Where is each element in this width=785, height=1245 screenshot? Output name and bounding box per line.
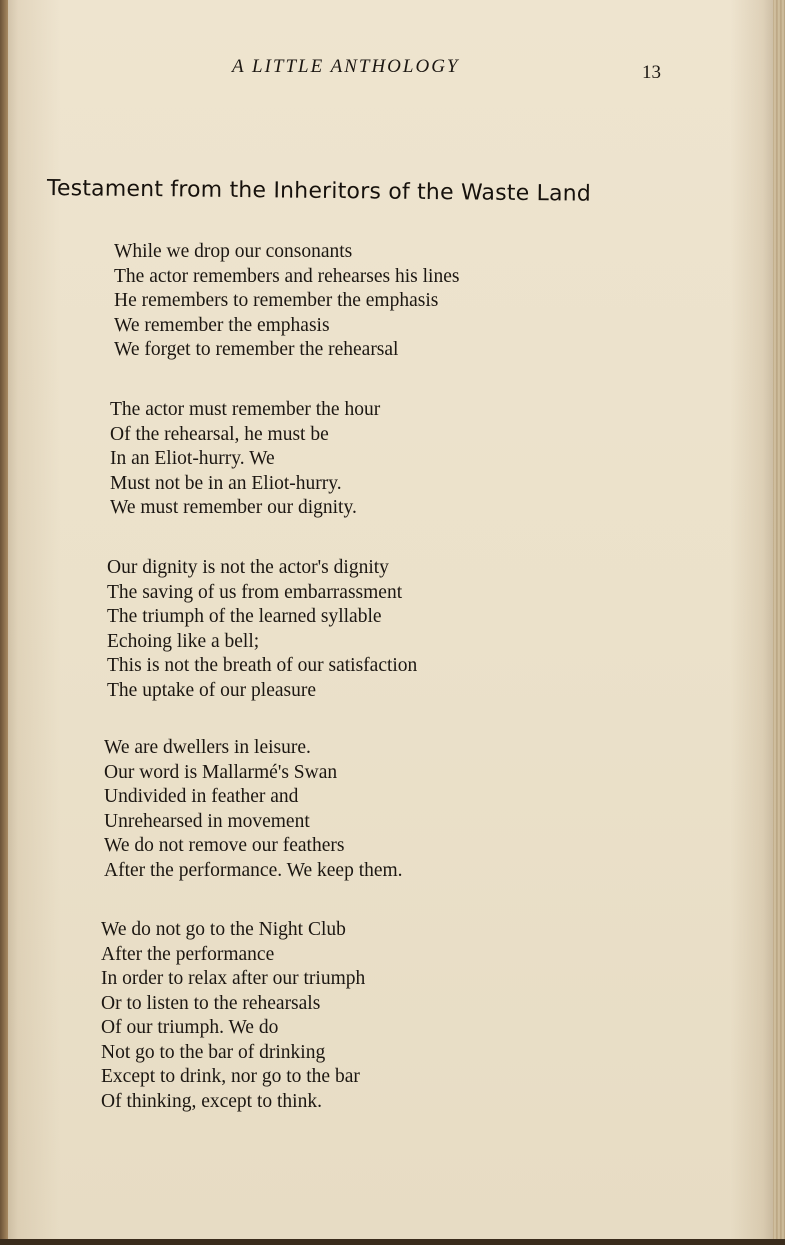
poem-line: The saving of us from embarrassment (107, 581, 403, 603)
poem-line: Unrehearsed in movement (104, 810, 310, 832)
poem-line: The uptake of our pleasure (107, 679, 316, 701)
poem-line: He remembers to remember the emphasis (114, 290, 439, 311)
poem-line: In an Eliot-hurry. We (110, 448, 275, 469)
stanza-1 (114, 240, 674, 363)
poem-line: The actor remembers and rehearses his lines (114, 265, 460, 287)
poem-line: Or to listen to the rehearsals (101, 992, 321, 1014)
poem-line: Not go to the bar of drinking (101, 1041, 326, 1063)
poem-line: Of our triumph. We do (101, 1017, 279, 1038)
poem-line: We forget to remember the rehearsal (114, 339, 399, 360)
poem-line: While we drop our consonants (114, 241, 353, 262)
poem-line: We must remember our dignity. (110, 497, 357, 518)
poem-line: Of the rehearsal, he must be (110, 423, 329, 445)
poem-line: Our dignity is not the actor's dignity (107, 557, 389, 578)
stanza-4 (104, 736, 664, 883)
poem-line: The actor must remember the hour (110, 399, 381, 420)
poem-line: We are dwellers in leisure. (104, 737, 311, 758)
stanza-3 (107, 556, 667, 703)
poem-line: Must not be in an Eliot-hurry. (110, 472, 342, 494)
poem-title: Testament from the Inheritors of the Waste Land (46, 176, 592, 207)
poem-line: We remember the emphasis (114, 314, 330, 336)
page-number: 13 (642, 62, 661, 83)
poem-line: Of thinking, except to think. (101, 1090, 322, 1112)
poem-line: Our word is Mallarmé's Swan (104, 761, 338, 783)
page-bottom-edge (0, 1239, 785, 1245)
stanza-5 (101, 918, 661, 1114)
poem-line: We do not remove our feathers (104, 835, 345, 856)
book-gutter (0, 0, 8, 1245)
poem-line: Except to drink, nor go to the bar (101, 1066, 360, 1087)
poem-line: After the performance. We keep them. (104, 859, 403, 881)
stanza-2 (110, 398, 670, 521)
poem-line: In order to relax after our triumph (101, 968, 366, 989)
poem-line: This is not the breath of our satisfaction (107, 655, 418, 676)
page-edge (773, 0, 785, 1245)
poem-line: Echoing like a bell; (107, 630, 260, 652)
poem-line: Undivided in feather and (104, 786, 299, 807)
running-head: A LITTLE ANTHOLOGY (232, 56, 460, 77)
poem-line: The triumph of the learned syllable (107, 606, 382, 627)
poem-line: After the performance (101, 943, 275, 965)
poem-line: We do not go to the Night Club (101, 919, 346, 940)
